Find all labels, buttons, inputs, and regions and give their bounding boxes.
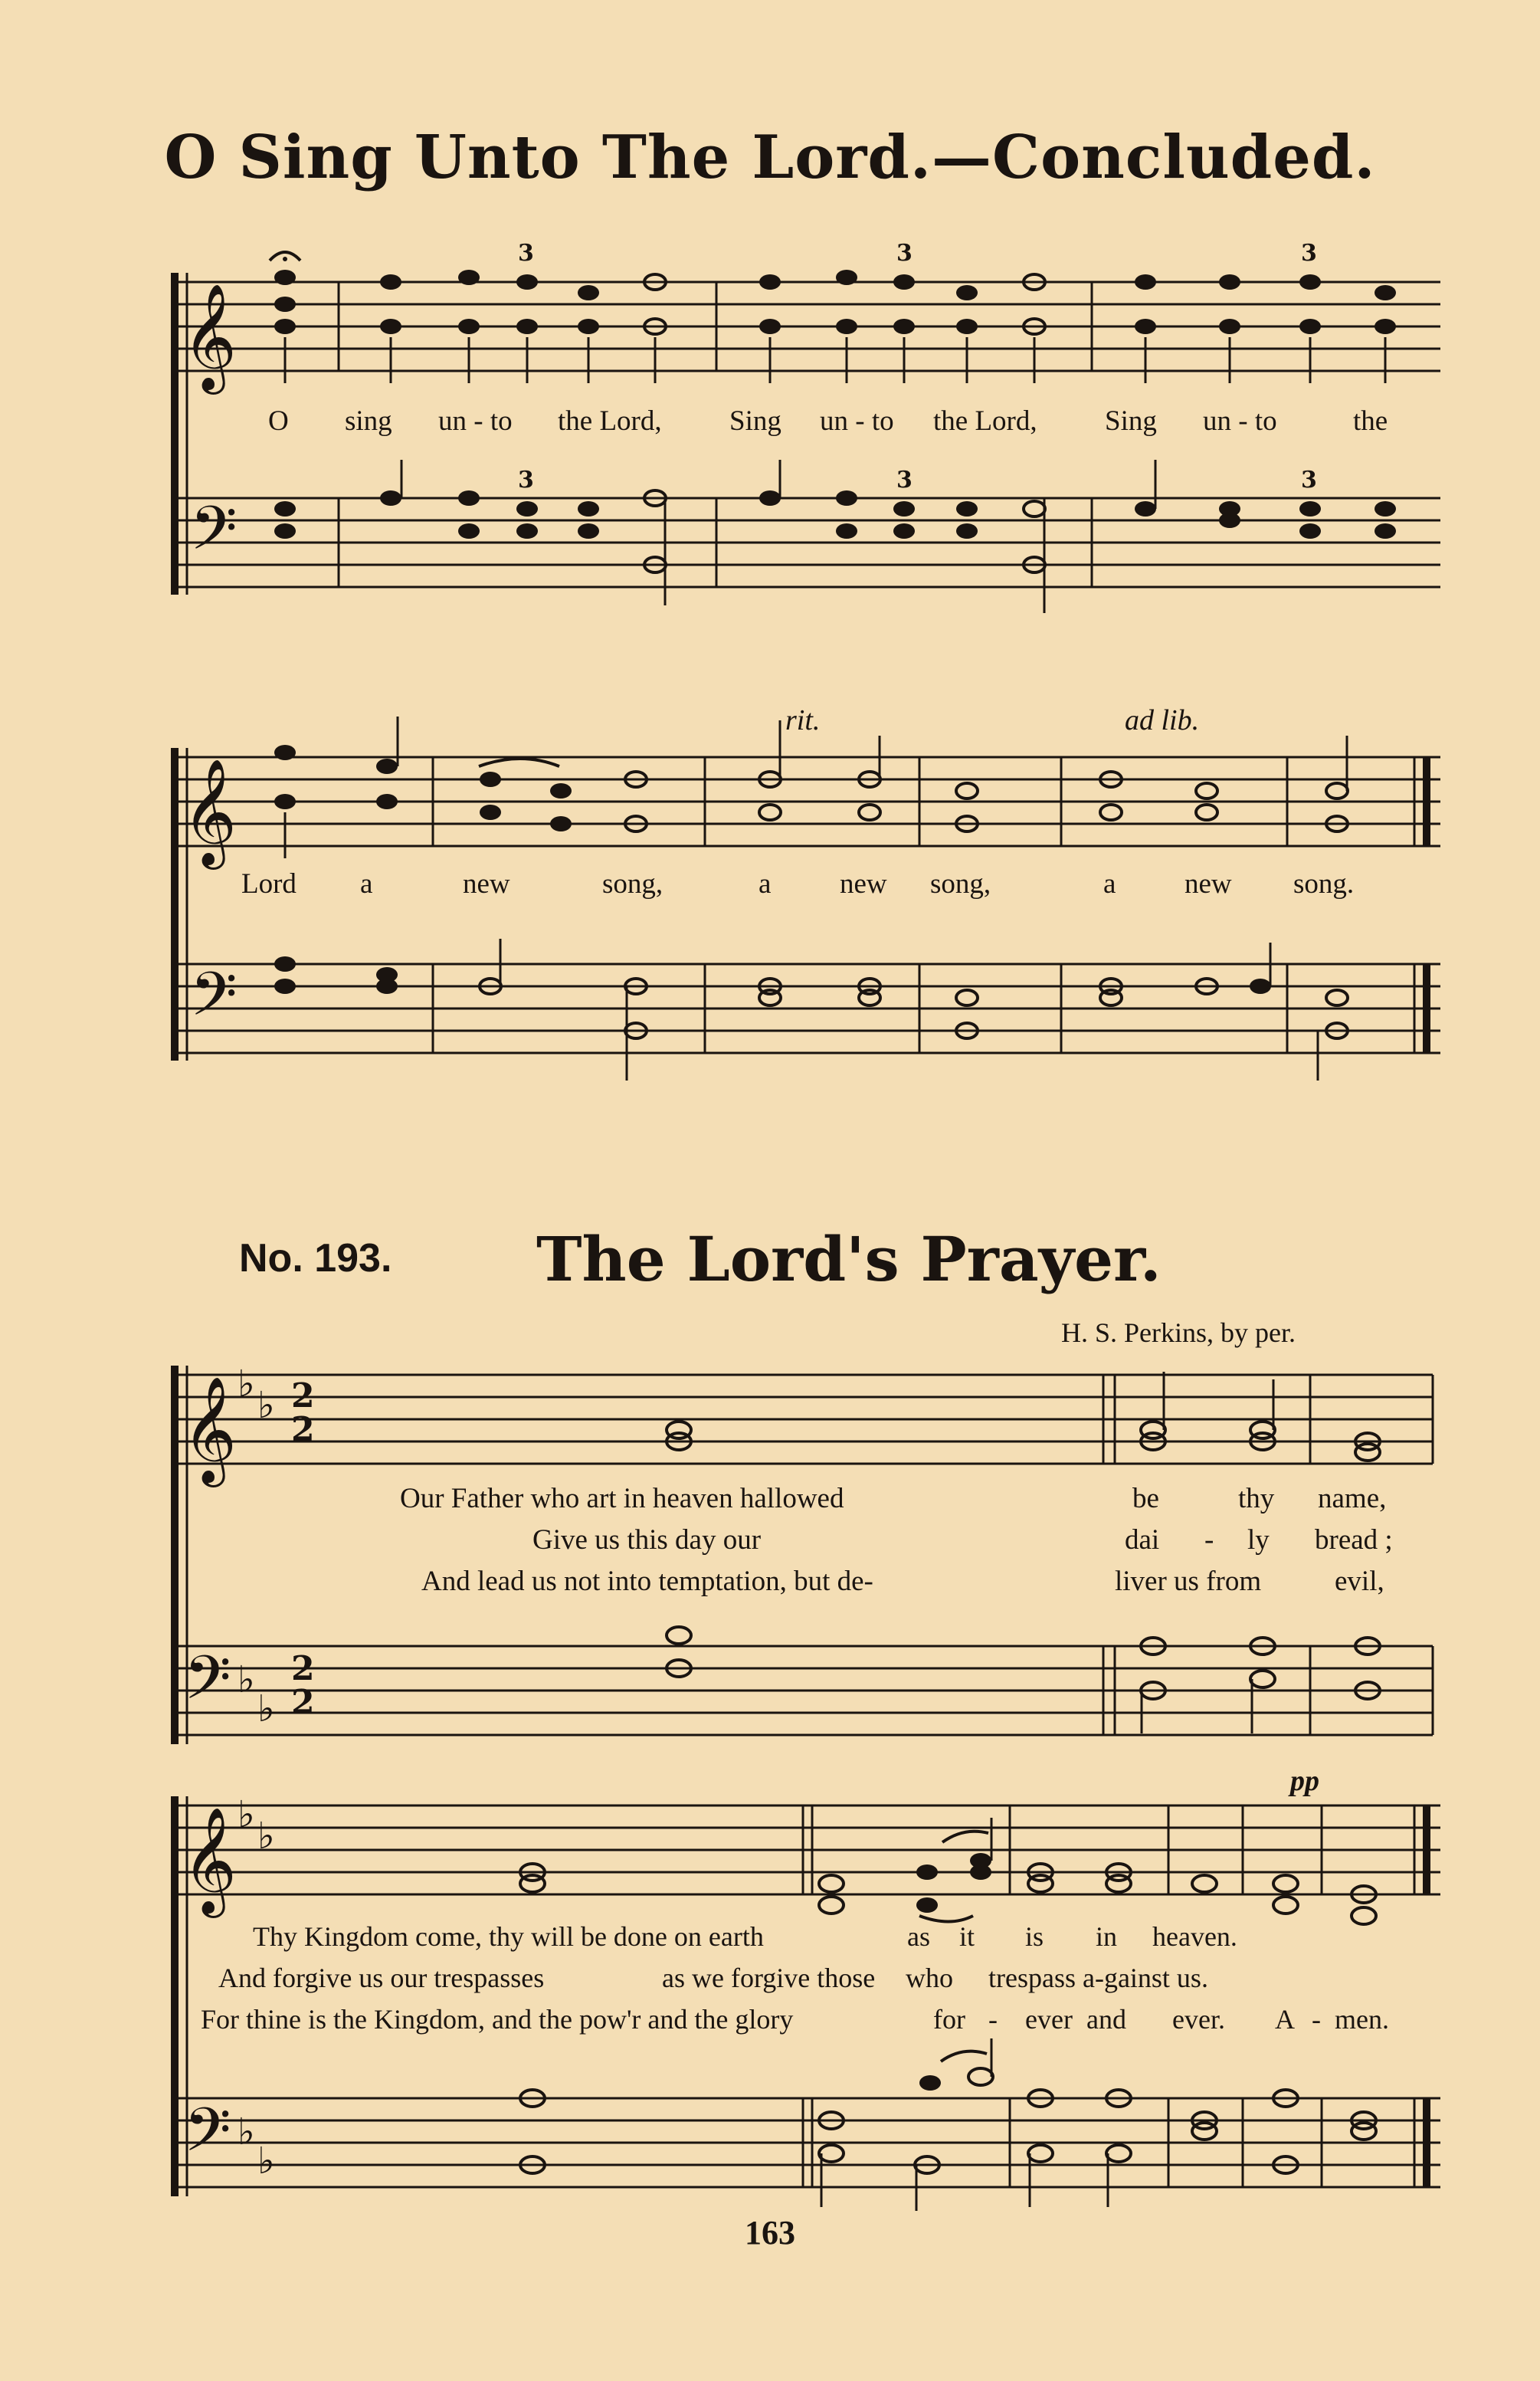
lyric-syllable: new bbox=[840, 868, 887, 900]
triplet-mark: 3 bbox=[518, 467, 534, 494]
lyric-syllable: Sing bbox=[729, 405, 781, 437]
svg-text:𝄞: 𝄞 bbox=[182, 1807, 237, 1914]
bass-staff-a bbox=[175, 493, 1440, 587]
lyric-syllable: un - to bbox=[1203, 405, 1277, 437]
svg-text:𝄞: 𝄞 bbox=[182, 759, 237, 865]
system-d bbox=[175, 1793, 1440, 2211]
lyric-syllable: a bbox=[1103, 868, 1116, 900]
verse-3-text: For thine is the Kingdom, and the pow'r and the glory bbox=[201, 2004, 794, 2035]
lyric-syllable: O bbox=[268, 405, 289, 437]
lyric-syllable: un - to bbox=[438, 405, 513, 437]
lyric-syllable: - bbox=[1312, 2004, 1321, 2035]
svg-text:2: 2 bbox=[291, 1683, 315, 1722]
triplet-mark: 3 bbox=[896, 467, 913, 494]
treble-notes-c bbox=[667, 1372, 1380, 1461]
lyric-syllable: ever. bbox=[1172, 2004, 1225, 2035]
svg-text:𝄢: 𝄢 bbox=[190, 493, 238, 579]
dynamic-pp: pp bbox=[1290, 1765, 1319, 1797]
system-c bbox=[175, 1363, 1433, 1744]
verse-1-text: Our Father who art in heaven hallowed bbox=[400, 1483, 844, 1514]
svg-text:♭: ♭ bbox=[238, 2110, 255, 2153]
bass-notes-c bbox=[667, 1627, 1380, 1733]
lyric-syllable: a bbox=[360, 868, 373, 900]
lyric-syllable: is bbox=[1025, 1921, 1044, 1952]
lyric-syllable: new bbox=[463, 868, 510, 900]
svg-text:2: 2 bbox=[291, 1649, 315, 1688]
triplet-mark: 3 bbox=[1301, 240, 1317, 267]
lyric-syllable: men. bbox=[1335, 2004, 1389, 2035]
lyric-syllable: for bbox=[933, 2004, 965, 2035]
verse-3-text: And lead us not into temptation, but de- bbox=[421, 1566, 873, 1597]
lyric-syllable: new bbox=[1184, 868, 1232, 900]
lyric-syllable: and bbox=[1086, 2004, 1126, 2035]
svg-text:♭: ♭ bbox=[257, 1687, 275, 1730]
lyric-syllable: song. bbox=[1293, 868, 1355, 900]
treble-staff-b bbox=[175, 757, 1440, 870]
triplet-mark: 3 bbox=[896, 240, 913, 267]
svg-text:𝄞: 𝄞 bbox=[182, 284, 237, 390]
bass-notes-a bbox=[274, 460, 1396, 613]
treble-staff-d bbox=[175, 1793, 1440, 1918]
lyric-syllable: trespass a-gainst us. bbox=[988, 1963, 1208, 1993]
svg-text:♭: ♭ bbox=[257, 2140, 275, 2183]
lyric-syllable: un - to bbox=[820, 405, 894, 437]
bass-staff-c bbox=[175, 1642, 1433, 1735]
lyric-syllable: ever bbox=[1025, 2004, 1073, 2035]
verse-1-text: Thy Kingdom come, thy will be done on earth bbox=[253, 1921, 764, 1952]
lyric-syllable: thy bbox=[1238, 1483, 1275, 1514]
hymn-number: No. 193. bbox=[239, 1236, 392, 1281]
lyric-syllable: the Lord, bbox=[933, 405, 1037, 437]
lyric-syllable: who bbox=[906, 1963, 953, 1993]
lyric-syllable: Sing bbox=[1105, 405, 1157, 437]
triplet-mark: 3 bbox=[518, 240, 534, 267]
lyric-syllable: the Lord, bbox=[558, 405, 662, 437]
lyric-syllable: Lord bbox=[241, 868, 297, 900]
svg-text:𝄢: 𝄢 bbox=[184, 1642, 231, 1728]
bass-staff-d bbox=[175, 2094, 1440, 2187]
lyric-syllable: heaven. bbox=[1152, 1921, 1237, 1952]
triplet-mark: 3 bbox=[1301, 467, 1317, 494]
composer-credit: H. S. Perkins, by per. bbox=[1061, 1317, 1296, 1348]
svg-text:♭: ♭ bbox=[257, 1384, 275, 1427]
lyric-syllable: bread ; bbox=[1315, 1524, 1393, 1556]
lyric-syllable: - bbox=[988, 2004, 998, 2035]
svg-text:♭: ♭ bbox=[257, 1815, 275, 1858]
ad-lib-marking: ad lib. bbox=[1125, 704, 1200, 736]
lyric-syllable: be bbox=[1132, 1483, 1159, 1514]
lyric-syllable: as bbox=[907, 1921, 930, 1952]
bass-staff-b bbox=[175, 959, 1440, 1053]
hymn-title: The Lord's Prayer. bbox=[536, 1223, 1162, 1295]
lyric-syllable: as we forgive those bbox=[662, 1963, 876, 1993]
lyric-syllable: ly bbox=[1247, 1524, 1270, 1556]
lyric-syllable: name, bbox=[1318, 1483, 1387, 1514]
svg-text:2: 2 bbox=[291, 1410, 315, 1449]
lyric-syllable: liver us from bbox=[1115, 1566, 1262, 1597]
lyric-syllable: - bbox=[1204, 1524, 1214, 1556]
page-number: 163 bbox=[745, 2214, 795, 2251]
svg-text:♭: ♭ bbox=[238, 1363, 255, 1405]
page-title: O Sing Unto The Lord.—Concluded. bbox=[164, 123, 1376, 192]
lyric-syllable: song, bbox=[930, 868, 991, 900]
treble-staff-a bbox=[175, 282, 1440, 395]
svg-text:♭: ♭ bbox=[238, 1658, 255, 1701]
treble-staff-c bbox=[175, 1363, 1433, 1487]
bass-notes-d bbox=[520, 2038, 1376, 2211]
verse-2-text: Give us this day our bbox=[532, 1524, 762, 1556]
svg-text:♭: ♭ bbox=[238, 1793, 255, 1836]
svg-text:𝄢: 𝄢 bbox=[190, 959, 238, 1045]
verse-2-text: And forgive us our trespasses bbox=[218, 1963, 545, 1993]
lyric-syllable: the bbox=[1353, 405, 1388, 437]
lyric-syllable: it bbox=[959, 1921, 975, 1952]
svg-text:𝄢: 𝄢 bbox=[184, 2094, 231, 2180]
lyric-syllable: in bbox=[1096, 1921, 1118, 1952]
lyric-syllable: evil, bbox=[1335, 1566, 1384, 1597]
lyric-syllable: dai bbox=[1125, 1524, 1160, 1556]
svg-text:2: 2 bbox=[291, 1376, 315, 1415]
rit-marking: rit. bbox=[785, 704, 821, 736]
svg-text:𝄞: 𝄞 bbox=[182, 1376, 237, 1483]
lyric-syllable: sing bbox=[345, 405, 392, 437]
lyric-syllable: a bbox=[759, 868, 772, 900]
lyric-syllable: song, bbox=[602, 868, 664, 900]
lyric-syllable: A bbox=[1275, 2004, 1295, 2035]
treble-notes-b bbox=[274, 717, 1348, 858]
